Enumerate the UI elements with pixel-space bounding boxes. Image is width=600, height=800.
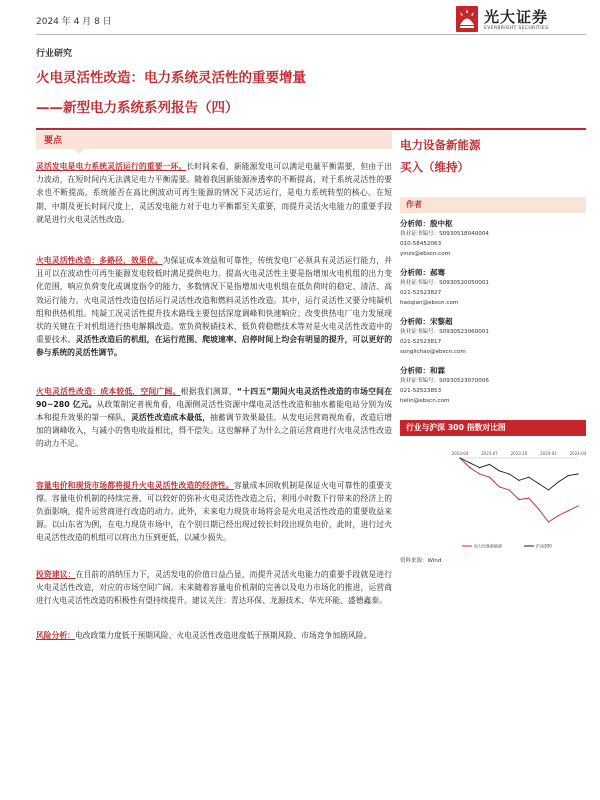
chart-data-point xyxy=(558,481,559,482)
paragraph-lead: 投资建议： xyxy=(36,569,76,579)
paragraph-text: 为保证成本效益和可靠性，传统发电厂必须具有灵活运行能力，并且可以在波动性可再生能源发电较低时满足提供电力。提高火电灵活性主要是指增加火电机组的出力变化范围，响应负荷变化或调度指令的能力，多数情况下是指增加火电机组在低负荷时的稳定、清洁、高效运行能力。火电灵活性改造包括运行灵活性改造和燃料灵活性改造。其中，运行灵活性又要分纯凝机组和供热机组。纯凝工况灵活性提升技术路线主要包括深度调峰和快速响应；改变供热电厂电力发展现状的关键在于对机组进行热电解耦改造。宽负荷脱硝技术、低负荷稳燃技术等对是火电灵活性改造中的重要技术。 xyxy=(36,256,393,345)
chart-data-point xyxy=(489,464,490,465)
paragraph-text: 在目前的消纳压力下，灵活发电的价值日益凸显，而提升灵活火电能力的重要手段就是进行火电灵活性改造，对应的市场空间广阔。未来随着容量电价机制的完善以及电力市场化的推进，运营商进行火电灵活性改造的积极性有望持续提升。建议关注：青达环保、龙源技术、华光环能、盛德鑫泰。 xyxy=(36,569,393,606)
performance-chart xyxy=(400,438,586,554)
analyst-card xyxy=(400,268,586,308)
paragraph-text: 容量成本回收机制是保证火电可靠性的重要支撑。容量电价机制的持续完善，可以较好的弥补火电灵活性改造之后，利用小时数下行带来的经济上的负面影响，提升运营商进行改造的动力。此外，未来电力现货市场将会是火电灵活性改造的重要收益来源。以山东省为例，在电力现货市场中，在个别日期已经出现过较长时段出现负电价，此时，进行过火电灵活性改造的机组可以将出力压到更低，以减少损失。 xyxy=(36,480,392,543)
performance-chart-svg xyxy=(400,438,586,554)
analyst-email[interactable]: songlichao@ebscn.com xyxy=(400,349,466,355)
chart-data-point xyxy=(558,515,559,516)
chart-data-point xyxy=(469,467,470,468)
title-divider xyxy=(36,128,586,130)
analyst-name: 分析师：宋黎超 xyxy=(400,317,453,326)
investment-rating: 买入（维持） xyxy=(400,160,469,174)
chart-data-point xyxy=(577,473,578,474)
paragraph-text: 从政策制定者视角看，电源侧灵活性资源中煤电灵活性改造和抽水蓄能电站分别为成本和提升效果的第一梯队， xyxy=(36,399,393,423)
chart-data-point xyxy=(469,462,470,463)
paragraph-bold-text: 灵活性改造成本最低， xyxy=(130,413,211,423)
chart-data-point xyxy=(479,467,480,468)
paragraph-flexible-generation xyxy=(36,160,392,226)
paragraph-text: 抽蓄调节效果最佳。从发电运营商视角看，改造后增加的调峰收入，与减小的售电收益相比，得不偿失。这也解释了为什么之前运营商进行火电灵活性改造的动力不足。 xyxy=(36,413,393,449)
report-title: 火电灵活性改造：电力系统灵活性的重要增量 xyxy=(36,70,306,86)
analyst-name: 分析师：郝骞 xyxy=(400,268,445,277)
paragraph-lead: 容量电价和现货市场都将提升火电灵活性改造的经济性。 xyxy=(36,480,234,490)
logo-chinese-name: 光大证券 xyxy=(484,8,549,26)
analyst-name: 分析师：和霖 xyxy=(400,366,445,375)
chart-data-point xyxy=(528,477,529,478)
analyst-email[interactable]: haoqian@ebscn.com xyxy=(400,300,459,306)
analyst-cert: 执业证书编号：S0930520050001 xyxy=(400,280,489,286)
chart-data-point xyxy=(499,486,500,487)
report-category: 行业研究 xyxy=(36,49,73,59)
paragraph-text: 电改政策力度低于预期风险、火电灵活性改造进度低于预期风险、市场竞争加剧风险。 xyxy=(74,631,372,641)
analyst-card xyxy=(400,219,586,259)
author-header xyxy=(400,197,586,213)
analyst-cert: 执业证书编号：S0930518040004 xyxy=(400,231,489,237)
analyst-phone: 021-52523853 xyxy=(400,388,442,394)
chart-data-point xyxy=(518,480,519,481)
key-points-pointer xyxy=(74,149,84,154)
analyst-email[interactable]: helin@ebscn.com xyxy=(400,398,450,404)
paragraph-retrofit-cost xyxy=(36,385,392,451)
logo-english-name: EVERBRIGHT SECURITIES xyxy=(484,26,549,31)
analyst-name: 分析师：殷中枢 xyxy=(400,219,453,228)
chart-data-point xyxy=(548,521,549,522)
analyst-phone: 010-58452063 xyxy=(400,241,442,247)
chart-data-point xyxy=(577,505,578,506)
chart-x-tick-label: 2024-04 xyxy=(569,451,586,456)
analyst-email[interactable]: yinzs@ebscn.com xyxy=(400,251,451,257)
chart-x-tick-label: 2024-01 xyxy=(540,451,557,456)
key-points-label: 要点 xyxy=(44,136,63,146)
chart-data-point xyxy=(538,483,539,484)
paragraph-bold-text: 灵活性改造后的机组，在运行范围、爬坡速率、启停时间上均会有明显的提升，可以更好的参与系统的灵活性调节。 xyxy=(36,335,393,358)
company-logo xyxy=(456,4,586,38)
sector-name: 电力设备新能源 xyxy=(400,138,481,152)
paragraph-capacity-price xyxy=(36,479,392,545)
paragraph-bold-text: “十四五”期间火电灵活性改造的市场空间在 90~280 亿元。 xyxy=(36,386,393,409)
author-label: 作者 xyxy=(406,200,422,209)
paragraph-lead: 风险分析： xyxy=(36,631,75,641)
chart-data-point xyxy=(528,497,529,498)
analyst-card xyxy=(400,317,586,357)
chart-data-point xyxy=(518,499,519,500)
chart-legend-label: 沪深300 xyxy=(536,543,552,549)
paragraph-text: 根据我们测算， xyxy=(180,386,237,396)
paragraph-retrofit-paths xyxy=(36,254,392,360)
report-subtitle: ——新型电力系统系列报告（四） xyxy=(36,100,239,116)
chart-source: 资料来源：Wind xyxy=(400,558,442,564)
analyst-phone: 021-52523827 xyxy=(400,290,442,296)
sidebar xyxy=(400,137,586,564)
paragraph-risk-analysis xyxy=(36,629,392,642)
chart-series-line xyxy=(460,458,578,490)
chart-data-point xyxy=(568,510,569,511)
paragraph-lead: 火电灵活性改造：多路径，效果优。 xyxy=(36,256,163,266)
analyst-phone: 021-52523817 xyxy=(400,339,442,345)
chart-data-point xyxy=(479,473,480,474)
chart-data-point xyxy=(568,475,569,476)
key-points-header xyxy=(36,131,392,149)
analyst-cert: 执业证书编号：S0930523060001 xyxy=(400,329,489,335)
chart-x-tick-label: 2023-04 xyxy=(451,451,469,456)
chart-legend-label: 电力设备新能源 xyxy=(474,543,502,549)
paragraph-lead: 火电灵活性改造：成本较低，空间广阔。 xyxy=(36,386,181,396)
chart-series-line xyxy=(460,458,578,522)
paragraph-investment-advice xyxy=(36,568,392,608)
chart-data-point xyxy=(538,509,539,510)
analyst-cert: 执业证书编号：S0930523070006 xyxy=(400,378,489,384)
chart-title: 行业与沪深 300 指数对比图 xyxy=(406,423,506,432)
analyst-card xyxy=(400,366,586,406)
chart-header xyxy=(400,420,586,436)
chart-data-point xyxy=(459,457,460,458)
chart-x-tick-label: 2023-10 xyxy=(510,451,528,456)
chart-data-point xyxy=(509,489,510,490)
report-body xyxy=(36,160,392,642)
chart-data-point xyxy=(548,489,549,490)
sun-logo-icon xyxy=(456,6,478,32)
paragraph-text: 长时间来看，新能源发电可以满足电量平衡需要，但由于出力波动，在短时间内无法满足电力平衡需要。随着我国新能源渗透率的不断提高，对于系统灵活性的要求也不断提高。系统能否在高比例波动可再生能源的情况下灵活运行，是电力系统转型的核心。在短期、中期及更长时间尺度上，灵活发电能力对于电力平衡都至关重要，而提升灵活火电能力的重要手段就是进行火电灵活性改造。 xyxy=(36,162,392,224)
paragraph-lead: 灵活发电是电力系统灵活运行的重要一环。 xyxy=(36,162,187,171)
report-date: 2024 年 4 月 8 日 xyxy=(36,17,112,27)
header-divider xyxy=(36,34,586,35)
chart-x-tick-label: 2023-07 xyxy=(481,451,498,456)
chart-data-point xyxy=(499,470,500,471)
chart-data-point xyxy=(509,473,510,474)
chart-data-point xyxy=(489,477,490,478)
